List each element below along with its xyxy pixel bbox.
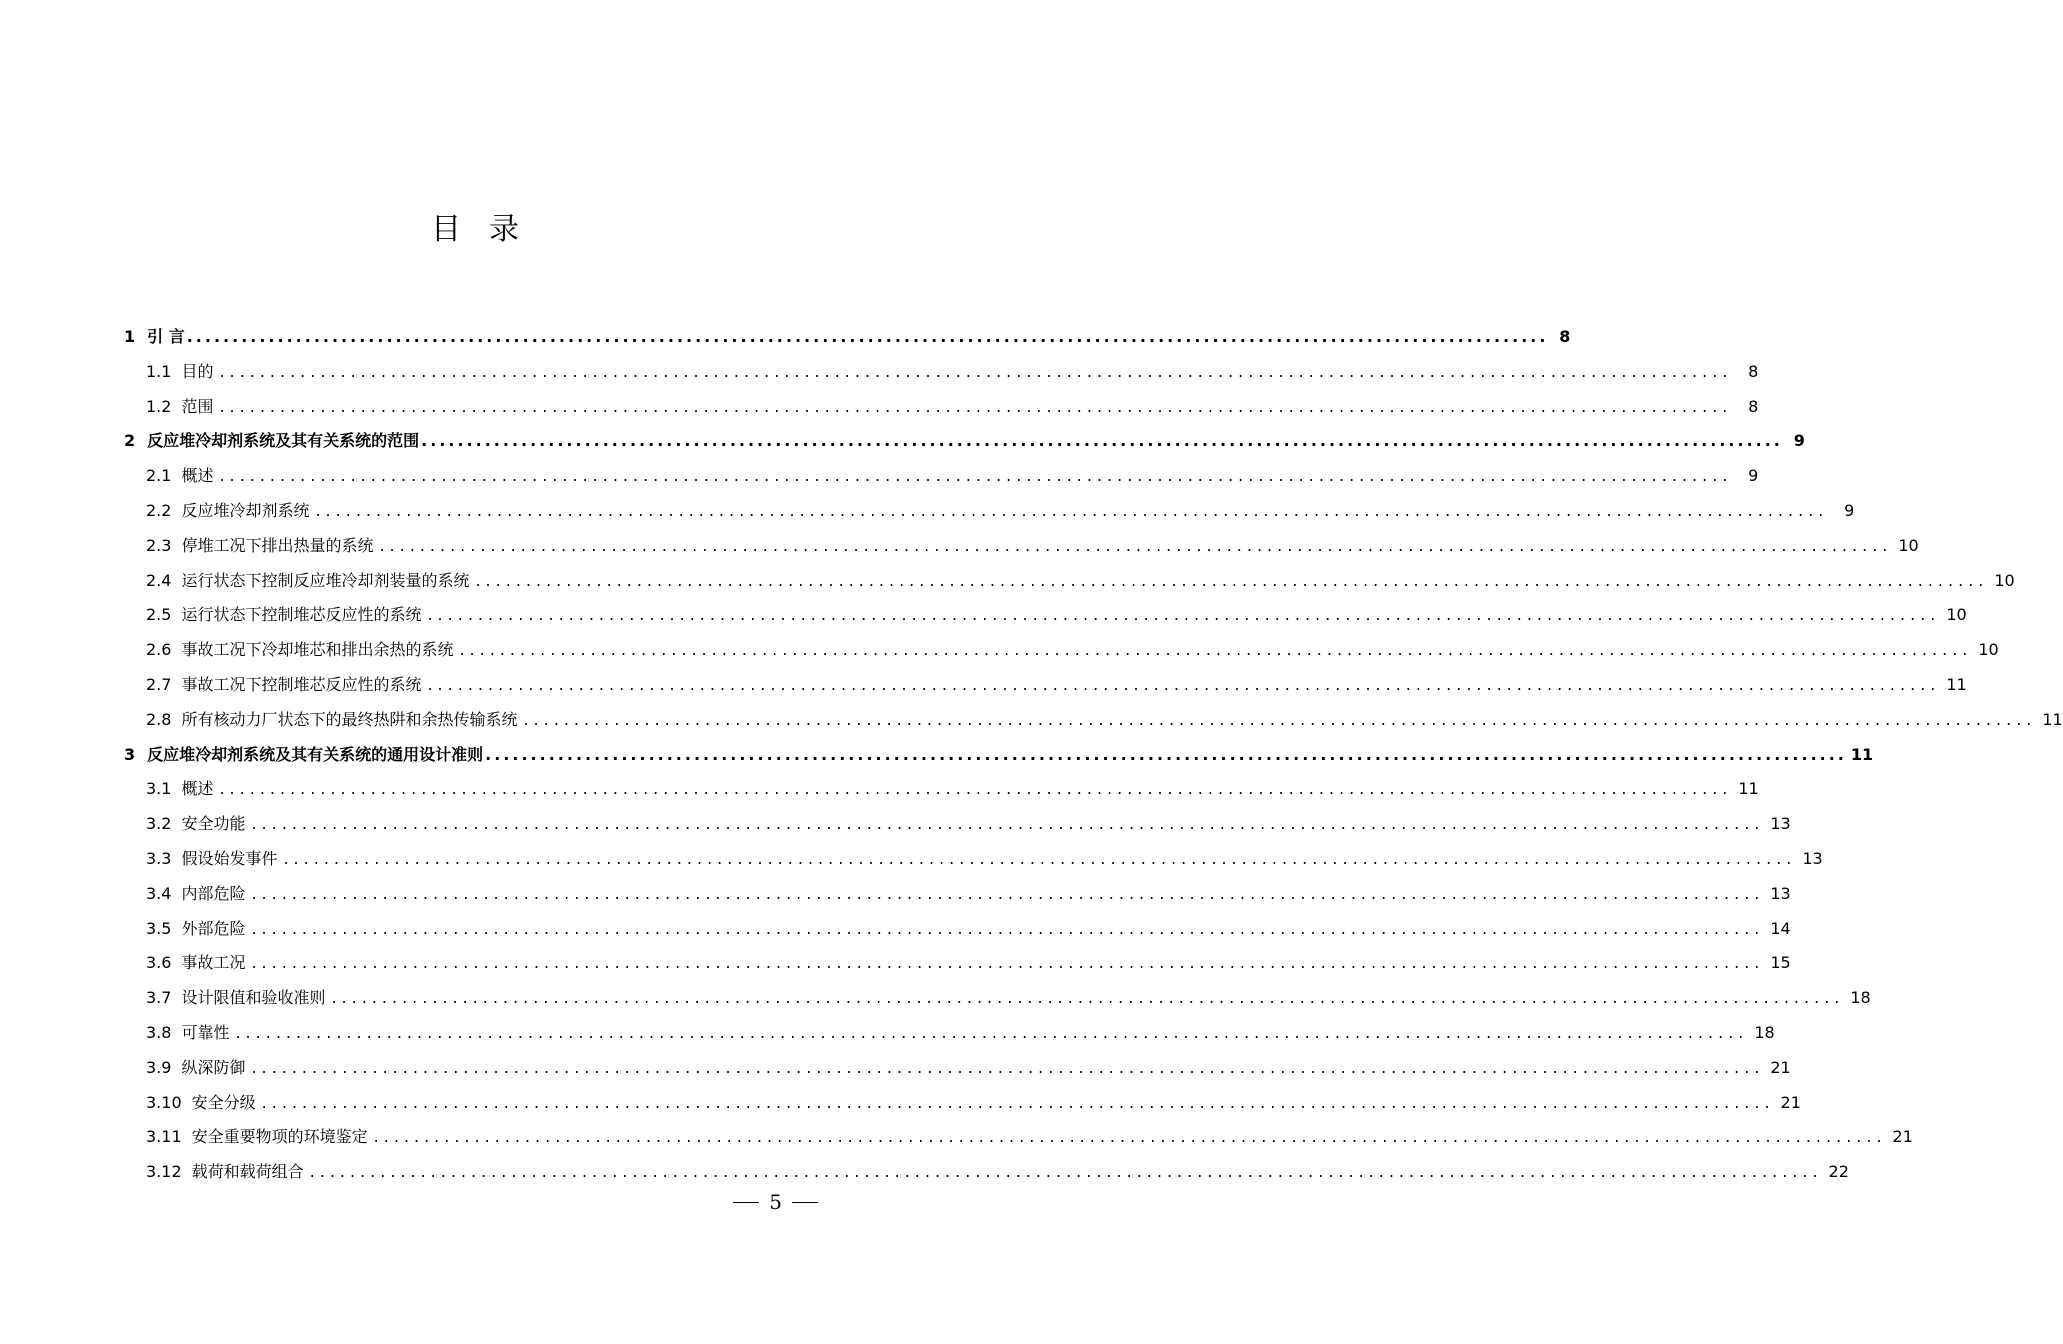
toc-dot-leader: ......................................................................................................................................................	[251, 918, 1765, 938]
toc-entry-title: 纵深防御	[181, 1057, 246, 1077]
toc-entry-number: 2.7	[146, 675, 172, 694]
toc-entry-page: 21	[1770, 1057, 1791, 1077]
toc-dot-leader: ......................................................................................................................................................	[219, 779, 1733, 799]
toc-entry-number: 3.3	[146, 849, 172, 868]
toc-entry-page: 10	[1898, 535, 1919, 555]
toc-entry-number: 3.12	[146, 1162, 182, 1182]
toc-entry-number: 3.6	[146, 953, 172, 973]
toc-entry-page: 10	[1994, 570, 2015, 590]
toc-dot-leader: ......................................................................................................................................................	[459, 640, 1973, 660]
toc-entry-page: 11	[1738, 779, 1759, 799]
toc-entry-title: 外部危险	[181, 918, 246, 938]
toc-entry-title: 事故工况下控制堆芯反应性的系统	[181, 675, 422, 694]
toc-entry-title: 安全功能	[181, 814, 246, 834]
toc-entry-page: 9	[1793, 431, 1805, 451]
toc-entry-page: 13	[1770, 814, 1791, 834]
toc-entry-number: 2.6	[146, 640, 172, 660]
toc-dot-leader: ......................................................................................................................................................	[315, 501, 1829, 520]
toc-entry-title: 概述	[181, 779, 214, 799]
toc-entry-title: 安全重要物项的环境鉴定	[191, 1127, 368, 1147]
toc-dot-leader: ......................................................................................................................................................	[235, 1023, 1749, 1042]
toc-entry-title: 事故工况	[181, 953, 246, 973]
page-footer	[723, 1190, 828, 1214]
toc-section-entry[interactable]	[146, 914, 1791, 944]
toc-entry-page: 18	[1754, 1023, 1775, 1042]
toc-section-entry[interactable]	[146, 948, 1791, 978]
toc-section-entry[interactable]	[146, 1053, 1791, 1083]
toc-section-entry[interactable]	[146, 531, 1919, 561]
toc-dot-leader: ......................................................................................................................................................	[523, 709, 2037, 729]
toc-entry-title: 反应堆冷却剂系统及其有关系统的范围	[147, 431, 420, 451]
page-title: 目录	[431, 212, 547, 247]
toc-entry-page: 8	[1559, 327, 1571, 346]
toc-dot-leader: ......................................................................................................................................................	[251, 1057, 1765, 1077]
toc-section-entry[interactable]	[146, 844, 1823, 874]
toc-entry-number: 3.11	[146, 1127, 182, 1147]
toc-entry-number: 3.5	[146, 918, 172, 938]
toc-entry-number: 3.2	[146, 814, 172, 834]
toc-section-entry[interactable]	[146, 635, 1999, 665]
toc-entry-page: 15	[1770, 953, 1791, 973]
toc-entry-page: 21	[1892, 1127, 1913, 1147]
toc-section-entry[interactable]	[146, 461, 1759, 491]
toc-entry-number: 2.3	[146, 535, 172, 555]
toc-entry-title: 概述	[181, 466, 214, 486]
toc-dot-leader: ......................................................................................................................................................	[219, 466, 1733, 486]
toc-entry-number: 3.7	[146, 988, 172, 1008]
toc-entry-number: 3	[124, 744, 136, 764]
toc-entry-title: 载荷和载荷组合	[191, 1162, 304, 1182]
toc-dot-leader: ......................................................................................................................................................	[427, 675, 1941, 694]
toc-entry-page: 8	[1748, 396, 1759, 416]
toc-entry-number: 1.2	[146, 396, 172, 416]
toc-entry-page: 11	[1946, 675, 1967, 694]
toc-section-entry[interactable]	[146, 983, 1871, 1013]
toc-entry-title: 运行状态下控制堆芯反应性的系统	[181, 605, 422, 625]
toc-dot-leader: ......................................................................................................................................................	[421, 431, 1783, 451]
toc-entry-number: 3.4	[146, 883, 172, 903]
toc-entry-title: 引 言	[147, 327, 185, 346]
toc-entry-page: 9	[1844, 501, 1855, 520]
toc-section-entry[interactable]	[146, 1157, 1849, 1187]
toc-entry-title: 反应堆冷却剂系统及其有关系统的通用设计准则	[147, 744, 484, 764]
toc-entry-number: 1.1	[146, 361, 172, 381]
toc-section-entry[interactable]	[146, 774, 1759, 804]
toc-entry-page: 14	[1770, 918, 1791, 938]
toc-entry-title: 安全分级	[191, 1092, 256, 1112]
toc-entry-page: 10	[1978, 640, 1999, 660]
toc-section-entry[interactable]	[146, 705, 2063, 735]
toc-entry-page: 13	[1802, 849, 1823, 868]
toc-entry-number: 2.5	[146, 605, 172, 625]
toc-entry-title: 可靠性	[181, 1023, 230, 1042]
toc-entry-title: 所有核动力厂状态下的最终热阱和余热传输系统	[181, 709, 518, 729]
toc-entry-number: 3.9	[146, 1057, 172, 1077]
toc-section-entry[interactable]	[146, 1122, 1913, 1152]
toc-section-entry[interactable]	[146, 357, 1759, 387]
toc-entry-number: 2.2	[146, 501, 172, 520]
toc-dot-leader: ......................................................................................................................................................	[251, 814, 1765, 834]
toc-entry-page: 8	[1748, 361, 1759, 381]
toc-entry-title: 停堆工况下排出热量的系统	[181, 535, 374, 555]
toc-entry-number: 2	[124, 431, 136, 451]
toc-dot-leader: ......................................................................................................................................................	[251, 883, 1765, 903]
toc-entry-title: 内部危险	[181, 883, 246, 903]
toc-dot-leader: ......................................................................................................................................................	[309, 1162, 1823, 1182]
toc-entry-page: 11	[2042, 709, 2063, 729]
toc-dot-leader: ......................................................................................................................................................	[373, 1127, 1887, 1147]
toc-entry-page: 11	[1850, 744, 1874, 764]
toc-section-entry[interactable]	[146, 670, 1967, 700]
toc-entry-number: 1	[124, 327, 136, 346]
toc-entry-page: 9	[1748, 466, 1759, 486]
toc-dot-leader: ......................................................................................................................................................	[219, 396, 1733, 416]
toc-dot-leader: ......................................................................................................................................................	[251, 953, 1765, 973]
toc-section-entry[interactable]	[146, 1018, 1775, 1048]
toc-dot-leader: ......................................................................................................................................................	[186, 327, 1549, 346]
toc-section-entry[interactable]	[146, 600, 1967, 630]
toc-entry-page: 10	[1946, 605, 1967, 625]
toc-entry-title: 设计限值和验收准则	[181, 988, 326, 1008]
toc-chapter-entry[interactable]	[124, 426, 1805, 456]
toc-entry-page: 13	[1770, 883, 1791, 903]
toc-dot-leader: ......................................................................................................................................................	[261, 1092, 1775, 1112]
toc-dot-leader: ......................................................................................................................................................	[485, 744, 1847, 764]
toc-entry-title: 目的	[181, 361, 214, 381]
toc-entry-page: 21	[1780, 1092, 1801, 1112]
toc-chapter-entry[interactable]	[124, 740, 1874, 770]
toc-entry-title: 事故工况下冷却堆芯和排出余热的系统	[181, 640, 454, 660]
toc-dot-leader: ......................................................................................................................................................	[331, 988, 1845, 1008]
toc-dot-leader: ......................................................................................................................................................	[379, 535, 1893, 555]
toc-section-entry[interactable]	[146, 1088, 1801, 1118]
footer-dash-left	[733, 1202, 759, 1203]
toc-entry-number: 3.10	[146, 1092, 182, 1112]
toc-section-entry[interactable]	[146, 566, 2015, 596]
toc-entry-title: 范围	[181, 396, 214, 416]
toc-dot-leader: ......................................................................................................................................................	[219, 361, 1733, 381]
toc-entry-page: 22	[1828, 1162, 1849, 1182]
toc-section-entry[interactable]	[146, 809, 1791, 839]
toc-entry-number: 2.1	[146, 466, 172, 486]
toc-entry-number: 3.1	[146, 779, 172, 799]
footer-dash-right	[792, 1202, 818, 1203]
toc-section-entry[interactable]	[146, 496, 1855, 526]
toc-entry-number: 2.4	[146, 570, 172, 590]
toc-section-entry[interactable]	[146, 879, 1791, 909]
toc-entry-number: 3.8	[146, 1023, 172, 1042]
toc-dot-leader: ......................................................................................................................................................	[427, 605, 1941, 625]
toc-dot-leader: ......................................................................................................................................................	[475, 570, 1989, 590]
toc-entry-number: 2.8	[146, 709, 172, 729]
toc-entry-title: 反应堆冷却剂系统	[181, 501, 310, 520]
toc-entry-page: 18	[1850, 988, 1871, 1008]
toc-dot-leader: ......................................................................................................................................................	[283, 849, 1797, 868]
toc-entry-title: 假设始发事件	[181, 849, 278, 868]
toc-chapter-entry[interactable]	[124, 322, 1571, 352]
page-number: 5	[769, 1190, 782, 1214]
toc-section-entry[interactable]	[146, 392, 1759, 422]
toc-entry-title: 运行状态下控制反应堆冷却剂装量的系统	[181, 570, 470, 590]
